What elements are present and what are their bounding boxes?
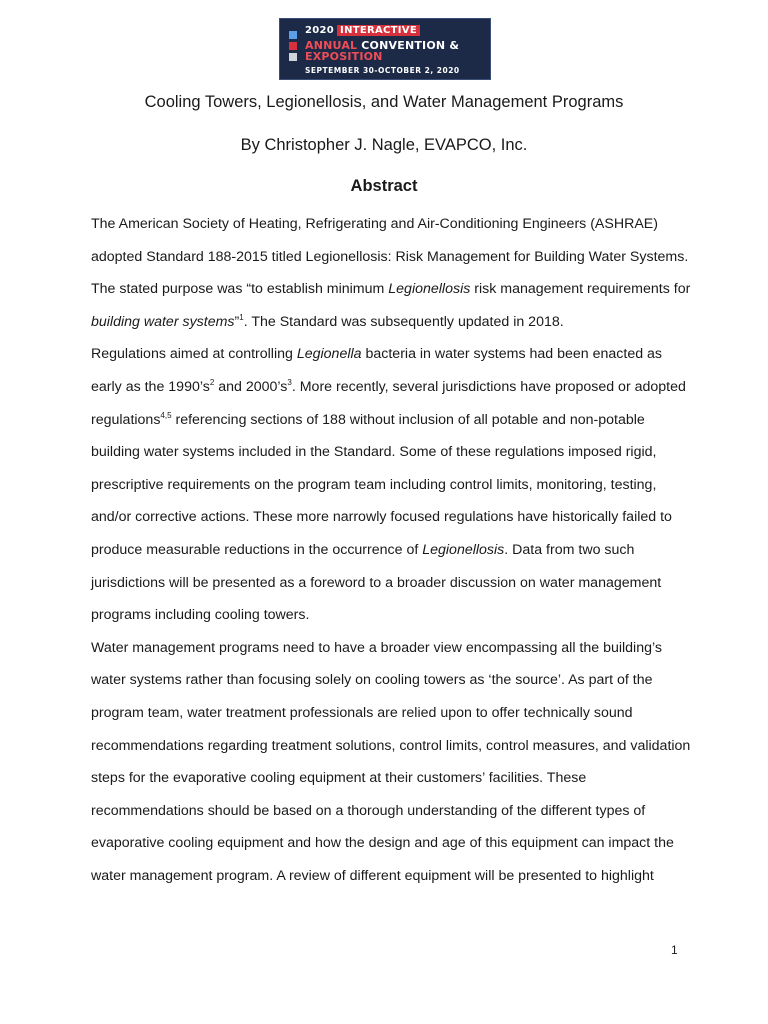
logo-gray-square: [289, 53, 297, 61]
footnote-reference: 1: [239, 312, 244, 322]
text-line: [91, 371, 691, 404]
text-line: building water systems included in the Standard. Some of these regulations imposed rigid,: [91, 444, 657, 461]
text-line: [91, 404, 691, 437]
text-line: recommendations regarding treatment solutions, control limits, control measures, and validation: [91, 737, 691, 754]
logo-annual: ANNUAL: [305, 39, 358, 52]
document-title: Cooling Towers, Legionellosis, and Water Management Programs: [144, 93, 624, 111]
text-run: risk management requirements for: [470, 281, 691, 298]
italic-term: Legionella: [296, 346, 362, 363]
logo-color-marks: [289, 31, 299, 64]
logo-blue-square: [289, 31, 297, 39]
text-run: produce measurable reductions in the occurrence of: [91, 541, 423, 558]
convention-logo: [279, 18, 491, 80]
text-line: water management program. A review of different equipment will be presented to highlight: [91, 867, 654, 884]
text-line: [91, 338, 691, 371]
author-byline: By Christopher J. Nagle, EVAPCO, Inc.: [240, 136, 528, 154]
text-run: The stated purpose was “to establish minimum: [91, 281, 389, 298]
text-line: program team, water treatment professionals are relied upon to offer technically sound: [91, 704, 633, 721]
text-line: [91, 534, 691, 567]
page-number: 1: [671, 943, 678, 957]
text-run: bacteria in water systems had been enacted as: [361, 346, 663, 363]
text-run: and 2000’s: [214, 378, 288, 395]
logo-exposition: EXPOSITION: [305, 50, 383, 63]
text-line: water systems rather than focusing solely on cooling towers as ‘the source’. As part of the: [91, 672, 653, 689]
footnote-reference: 4,5: [160, 410, 172, 420]
text-run: referencing sections of 188 without inclusion of all potable and non-potable: [171, 411, 645, 428]
text-line: The American Society of Heating, Refrigerating and Air-Conditioning Engineers (ASHRAE): [91, 216, 658, 232]
paragraph-3: [91, 632, 691, 893]
text-run: early as the 1990’s: [91, 378, 210, 395]
text-line: prescriptive requirements on the program team including control limits, monitoring, testing,: [91, 476, 657, 493]
text-line: programs including cooling towers.: [91, 607, 310, 624]
text-run: Regulations aimed at controlling: [91, 346, 297, 363]
text-run: . The Standard was subsequently updated in 2018.: [243, 313, 564, 330]
text-run: ”: [234, 313, 240, 330]
logo-dates: SEPTEMBER 30-OCTOBER 2, 2020: [305, 66, 460, 75]
paragraph-2: [91, 338, 691, 631]
abstract-heading: Abstract: [350, 177, 418, 195]
text-run: . More recently, several jurisdictions have proposed or adopted: [291, 378, 686, 395]
logo-line-1: [305, 26, 486, 36]
text-run: regulations: [91, 411, 161, 428]
text-line: steps for the evaporative cooling equipment at their customers’ facilities. These: [91, 770, 587, 787]
italic-term: Legionellosis: [388, 281, 471, 298]
text-run: . Data from two such: [504, 541, 635, 558]
logo-interactive-label: INTERACTIVE: [337, 25, 420, 36]
abstract-body: [91, 208, 691, 892]
text-line: [91, 306, 691, 339]
text-line: evaporative cooling equipment and how the design and age of this equipment can impact the: [91, 835, 674, 852]
logo-convention: CONVENTION &: [361, 39, 460, 52]
text-line: Water management programs need to have a broader view encompassing all the building’s: [91, 639, 662, 656]
logo-text: [305, 26, 486, 75]
text-line: [91, 273, 691, 306]
footnote-reference: 2: [209, 377, 215, 387]
italic-term: Legionellosis: [422, 541, 505, 558]
text-line: adopted Standard 188-2015 titled Legionellosis: Risk Management for Building Water Systems.: [91, 248, 689, 265]
footnote-reference: 3: [287, 377, 292, 387]
text-line: jurisdictions will be presented as a foreword to a broader discussion on water management: [91, 574, 662, 591]
italic-term: building water systems: [91, 313, 235, 330]
logo-red-square: [289, 42, 297, 50]
logo-line-2: [305, 40, 486, 62]
logo-year: 2020: [305, 25, 335, 36]
text-line: and/or corrective actions. These more narrowly focused regulations have historically failed to: [91, 509, 672, 526]
text-line: recommendations should be based on a thorough understanding of the different types of: [91, 802, 646, 819]
paragraph-1: [91, 208, 691, 338]
